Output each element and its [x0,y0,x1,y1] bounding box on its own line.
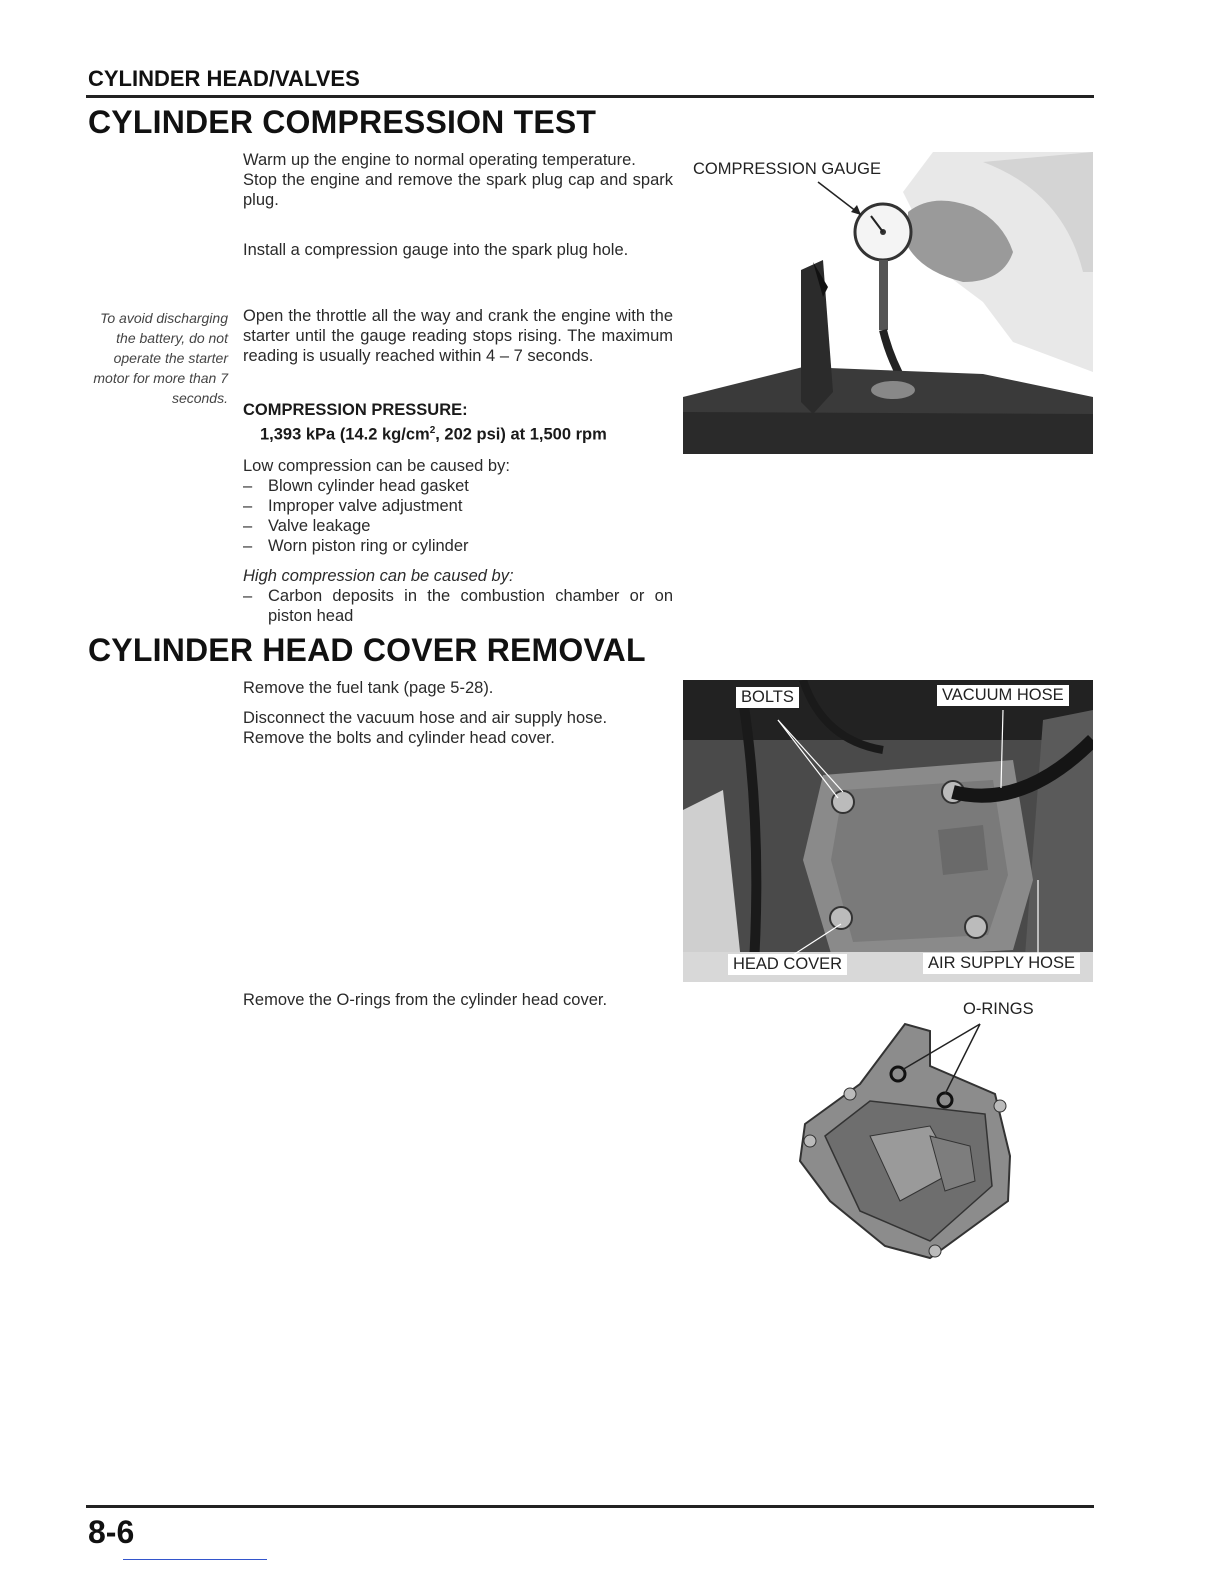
figure-label-o-rings: O-RINGS [963,1000,1034,1018]
spec-value-superscript: 2 [429,425,436,436]
list-item: – Carbon deposits in the combustion chamber or on piston head [243,586,673,626]
chapter-header: CYLINDER HEAD/VALVES [88,66,360,91]
paragraph-install-gauge: Install a compression gauge into the spark plug hole. [243,241,629,259]
paragraph-remove-o-rings: Remove the O-rings from the cylinder head cover. [243,991,608,1009]
figure-head-cover [683,680,1093,982]
paragraph-disconnect-hoses: Disconnect the vacuum hose and air supply hose. [243,709,608,727]
list-item: – Improper valve adjustment [243,496,673,516]
figure-compression-gauge [683,152,1093,454]
paragraph-warm-up: Warm up the engine to normal operating temperature. [243,151,636,169]
compression-intro-block [243,150,673,210]
paragraph-remove-bolts: Remove the bolts and cylinder head cover. [243,729,555,747]
high-compression-list [243,586,673,626]
paragraph-stop-engine: Stop the engine and remove the spark plug cap and spark plug. [243,171,673,209]
side-note-battery: To avoid discharging the battery, do not operate the starter motor for more than 7 seconds. [93,310,228,406]
figure-label-air-supply-hose: AIR SUPPLY HOSE [923,953,1080,974]
low-compression-block [243,456,673,556]
high-compression-block [243,566,673,626]
paragraph-remove-fuel-tank: Remove the fuel tank (page 5-28). [243,679,494,697]
list-item: – Valve leakage [243,516,673,536]
low-compression-intro: Low compression can be caused by: [243,457,510,475]
figure-label-bolts: BOLTS [736,687,799,708]
spec-value-rest: , 202 psi) at 1,500 rpm [435,425,607,444]
footer-link-underline [123,1559,267,1560]
footer-rule [86,1505,1094,1508]
figure-label-head-cover: HEAD COVER [728,954,847,975]
spec-value-main: 1,393 kPa (14.2 kg/cm [260,425,430,444]
section-title-compression-test: CYLINDER COMPRESSION TEST [88,104,597,140]
low-compression-list [243,476,673,556]
list-item: – Blown cylinder head gasket [243,476,673,496]
head-cover-photo [683,680,1093,982]
section-title-head-cover-removal: CYLINDER HEAD COVER REMOVAL [88,632,646,668]
o-rings-drawing [780,996,1090,1266]
compression-gauge-photo [683,152,1093,454]
spec-value [260,421,607,445]
header-rule [86,95,1094,98]
high-compression-intro: High compression can be caused by: [243,567,514,585]
figure-label-compression-gauge: COMPRESSION GAUGE [693,160,881,178]
figure-label-vacuum-hose: VACUUM HOSE [937,685,1069,706]
disconnect-block [243,708,673,748]
list-item: – Worn piston ring or cylinder [243,536,673,556]
paragraph-crank-engine: Open the throttle all the way and crank the engine with the starter until the gauge reading stops rising. The maximum reading is usually reached within 4 – 7 seconds. [243,307,673,365]
spec-label: COMPRESSION PRESSURE: [243,401,468,419]
page-number: 8-6 [88,1514,135,1550]
figure-o-rings [780,996,1090,1266]
